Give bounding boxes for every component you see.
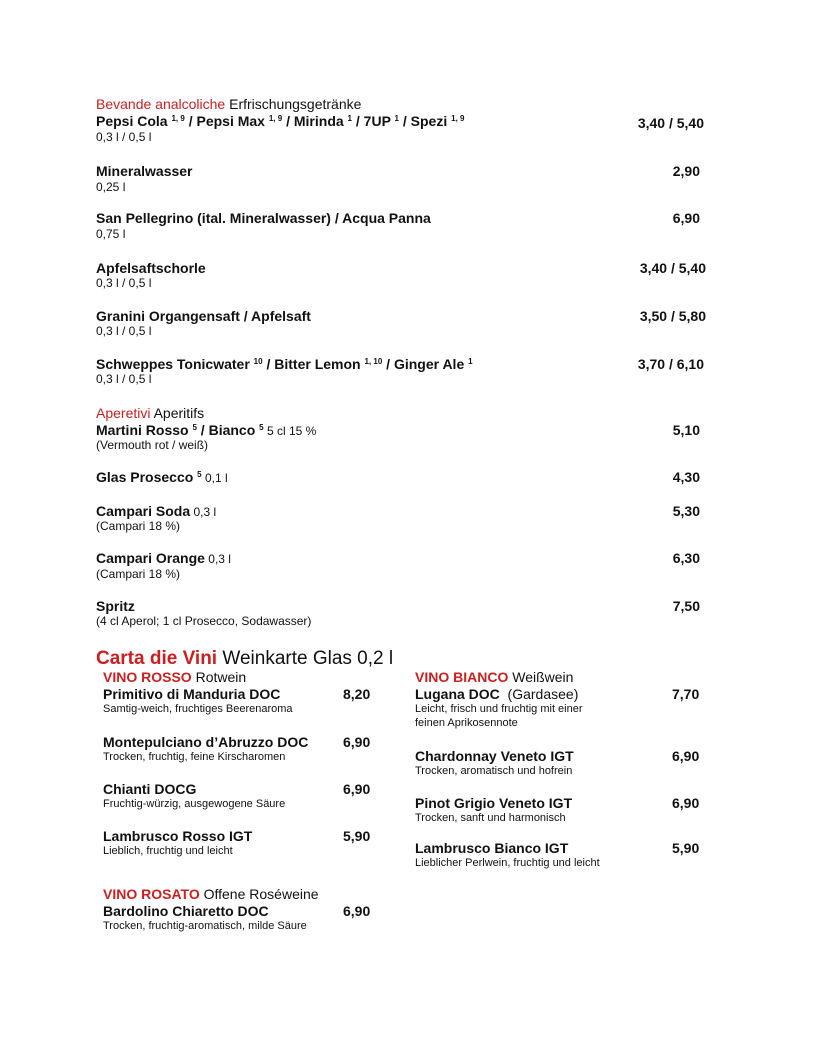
wine-name: Pinot Grigio Veneto IGT xyxy=(415,795,573,811)
soft-drinks-heading-de: Erfrischungsgetränke xyxy=(229,96,362,112)
wine-name: Lambrusco Bianco IGT xyxy=(415,840,569,856)
menu-item-title-text: Martini Rosso xyxy=(96,422,193,438)
wine-name: Chardonnay Veneto IGT xyxy=(415,748,574,764)
allergen-superscript: 1, 9 xyxy=(451,114,465,123)
wine-name: Primitivo di Manduria DOC xyxy=(103,686,281,702)
menu-item-title-text: Mineralwasser xyxy=(96,163,193,179)
wine-price: 6,90 xyxy=(672,748,700,764)
menu-item-title xyxy=(96,598,135,614)
wine-price: 7,70 xyxy=(672,686,700,702)
menu-item-title-text: Pepsi Cola xyxy=(96,113,172,129)
menu-item-title-text: Spritz xyxy=(96,598,135,614)
allergen-superscript: 1 xyxy=(394,114,399,123)
menu-item-note: 5 cl 15 % xyxy=(263,424,317,438)
wine-list-title-de: Weinkarte Glas 0,2 l xyxy=(222,648,394,669)
wine-name: Bardolino Chiaretto DOC xyxy=(103,903,269,919)
menu-item-title xyxy=(96,550,231,567)
menu-item-note: 0,3 l xyxy=(190,505,217,519)
menu-item-price: 6,30 xyxy=(672,550,700,566)
menu-item-title xyxy=(96,163,193,179)
menu-item-size: (Campari 18 %) xyxy=(96,567,181,581)
menu-item-size: 0,3 l / 0,5 l xyxy=(96,372,152,386)
menu-item-title xyxy=(96,469,228,486)
menu-item-title-text: Campari Orange xyxy=(96,550,205,566)
wine-list-title-it: Carta die Vini xyxy=(96,648,218,669)
aperitifs-heading-de: Aperitifs xyxy=(153,405,205,421)
menu-item-title xyxy=(96,356,473,372)
allergen-superscript: 10 xyxy=(253,357,263,366)
menu-item-title-text: Campari Soda xyxy=(96,503,191,519)
wine-description: Samtig-weich, fruchtiges Beerenaroma xyxy=(103,703,293,715)
menu-item-price: 5,30 xyxy=(672,503,700,519)
wine-price: 5,90 xyxy=(672,840,700,856)
vino-bianco-heading xyxy=(415,669,573,685)
menu-item-size: 0,3 l / 0,5 l xyxy=(96,324,152,338)
wine-description: Lieblicher Perlwein, fruchtig und leicht xyxy=(415,857,600,869)
menu-item-title xyxy=(96,503,216,520)
wine-name: Montepulciano d’Abruzzo DOC xyxy=(103,734,309,750)
wine-description: Trocken, fruchtig-aromatisch, milde Säure xyxy=(103,920,307,932)
menu-item-title xyxy=(96,308,311,324)
aperitifs-heading-it: Aperetivi xyxy=(96,405,151,421)
allergen-superscript: 1 xyxy=(347,114,352,123)
menu-item-title-text: Granini Organgensaft / Apfelsaft xyxy=(96,308,311,324)
wine-description: Leicht, frisch und fruchtig mit einer xyxy=(415,703,583,715)
allergen-superscript: 5 xyxy=(197,470,202,479)
menu-item-price: 3,70 / 6,10 xyxy=(637,356,704,372)
allergen-superscript: 1 xyxy=(468,357,473,366)
menu-item-size: (4 cl Aperol; 1 cl Prosecco, Sodawasser) xyxy=(96,614,312,628)
vino-rosato-heading-it: VINO ROSATO xyxy=(103,886,200,902)
menu-item-price: 3,40 / 5,40 xyxy=(637,115,704,131)
wine-description: Lieblich, fruchtig und leicht xyxy=(103,845,233,857)
vino-rosso-heading xyxy=(103,669,246,685)
allergen-superscript: 1, 9 xyxy=(268,114,283,123)
wine-description: Trocken, sanft und harmonisch xyxy=(415,812,566,824)
wine-price: 5,90 xyxy=(343,828,371,844)
allergen-superscript: 1, 9 xyxy=(171,114,185,123)
menu-item-price: 3,40 / 5,40 xyxy=(639,260,706,276)
menu-item-title-text: / Ginger Ale xyxy=(382,356,469,372)
wine-price: 8,20 xyxy=(343,686,371,702)
wine-name xyxy=(415,686,578,702)
menu-item-title-text: / Bianco xyxy=(196,422,260,438)
menu-item-title xyxy=(96,422,316,439)
menu-item-title-text: / Pepsi Max xyxy=(184,113,269,129)
wine-name: Chianti DOCG xyxy=(103,781,197,797)
soft-drinks-heading xyxy=(96,96,361,112)
menu-item-title-text: / Bitter Lemon xyxy=(262,356,365,372)
menu-item-size: (Campari 18 %) xyxy=(96,519,181,533)
soft-drinks-heading-it: Bevande analcoliche xyxy=(96,96,226,112)
allergen-superscript: 1, 10 xyxy=(364,357,383,366)
menu-item-title xyxy=(96,113,464,129)
wine-price: 6,90 xyxy=(343,734,371,750)
menu-item-title-text: Glas Prosecco xyxy=(96,469,198,485)
wine-description: Trocken, aromatisch und hofrein xyxy=(415,765,573,777)
aperitifs-heading xyxy=(96,405,204,421)
menu-item-size: 0,25 l xyxy=(96,180,126,194)
menu-item-price: 6,90 xyxy=(672,210,700,226)
wine-list-title xyxy=(96,648,393,670)
vino-rosso-heading-de: Rotwein xyxy=(195,669,247,685)
wine-description: Fruchtig-würzig, ausgewogene Säure xyxy=(103,798,286,810)
menu-item-size: (Vermouth rot / weiß) xyxy=(96,438,209,452)
menu-item-title-text: / Spezi xyxy=(399,113,452,129)
wine-name-note: (Gardasee) xyxy=(499,686,579,702)
vino-rosato-heading-de: Offene Roséweine xyxy=(203,886,319,902)
menu-item-note: 0,1 l xyxy=(201,471,228,485)
menu-item-size: 0,3 l / 0,5 l xyxy=(96,130,152,144)
allergen-superscript: 5 xyxy=(192,423,197,432)
wine-price: 6,90 xyxy=(343,903,371,919)
menu-item-price: 7,50 xyxy=(672,598,700,614)
vino-rosato-heading xyxy=(103,886,319,902)
menu-item-title xyxy=(96,260,206,276)
menu-item-title-text: / 7UP xyxy=(352,113,395,129)
wine-name-main: Lugana DOC xyxy=(415,686,500,702)
vino-bianco-heading-de: Weißwein xyxy=(512,669,574,685)
wine-price: 6,90 xyxy=(343,781,371,797)
wine-description: Trocken, fruchtig, feine Kirscharomen xyxy=(103,751,286,763)
wine-description: feinen Aprikosennote xyxy=(415,717,518,729)
vino-bianco-heading-it: VINO BIANCO xyxy=(415,669,509,685)
menu-item-title xyxy=(96,210,431,226)
menu-item-size: 0,3 l / 0,5 l xyxy=(96,276,152,290)
allergen-superscript: 5 xyxy=(259,423,264,432)
menu-item-title-text: Apfelsaftschorle xyxy=(96,260,206,276)
vino-rosso-heading-it: VINO ROSSO xyxy=(103,669,192,685)
menu-item-note: 0,3 l xyxy=(204,552,231,566)
wine-name: Lambrusco Rosso IGT xyxy=(103,828,253,844)
wine-price: 6,90 xyxy=(672,795,700,811)
menu-item-title-text: San Pellegrino (ital. Mineralwasser) / Acqua Panna xyxy=(96,210,431,226)
menu-item-price: 3,50 / 5,80 xyxy=(639,308,706,324)
menu-item-title-text: Schweppes Tonicwater xyxy=(96,356,254,372)
menu-item-title-text: / Mirinda xyxy=(282,113,348,129)
menu-item-size: 0,75 l xyxy=(96,227,126,241)
menu-item-price: 5,10 xyxy=(672,422,700,438)
menu-item-price: 4,30 xyxy=(672,469,700,485)
menu-item-price: 2,90 xyxy=(672,163,700,179)
